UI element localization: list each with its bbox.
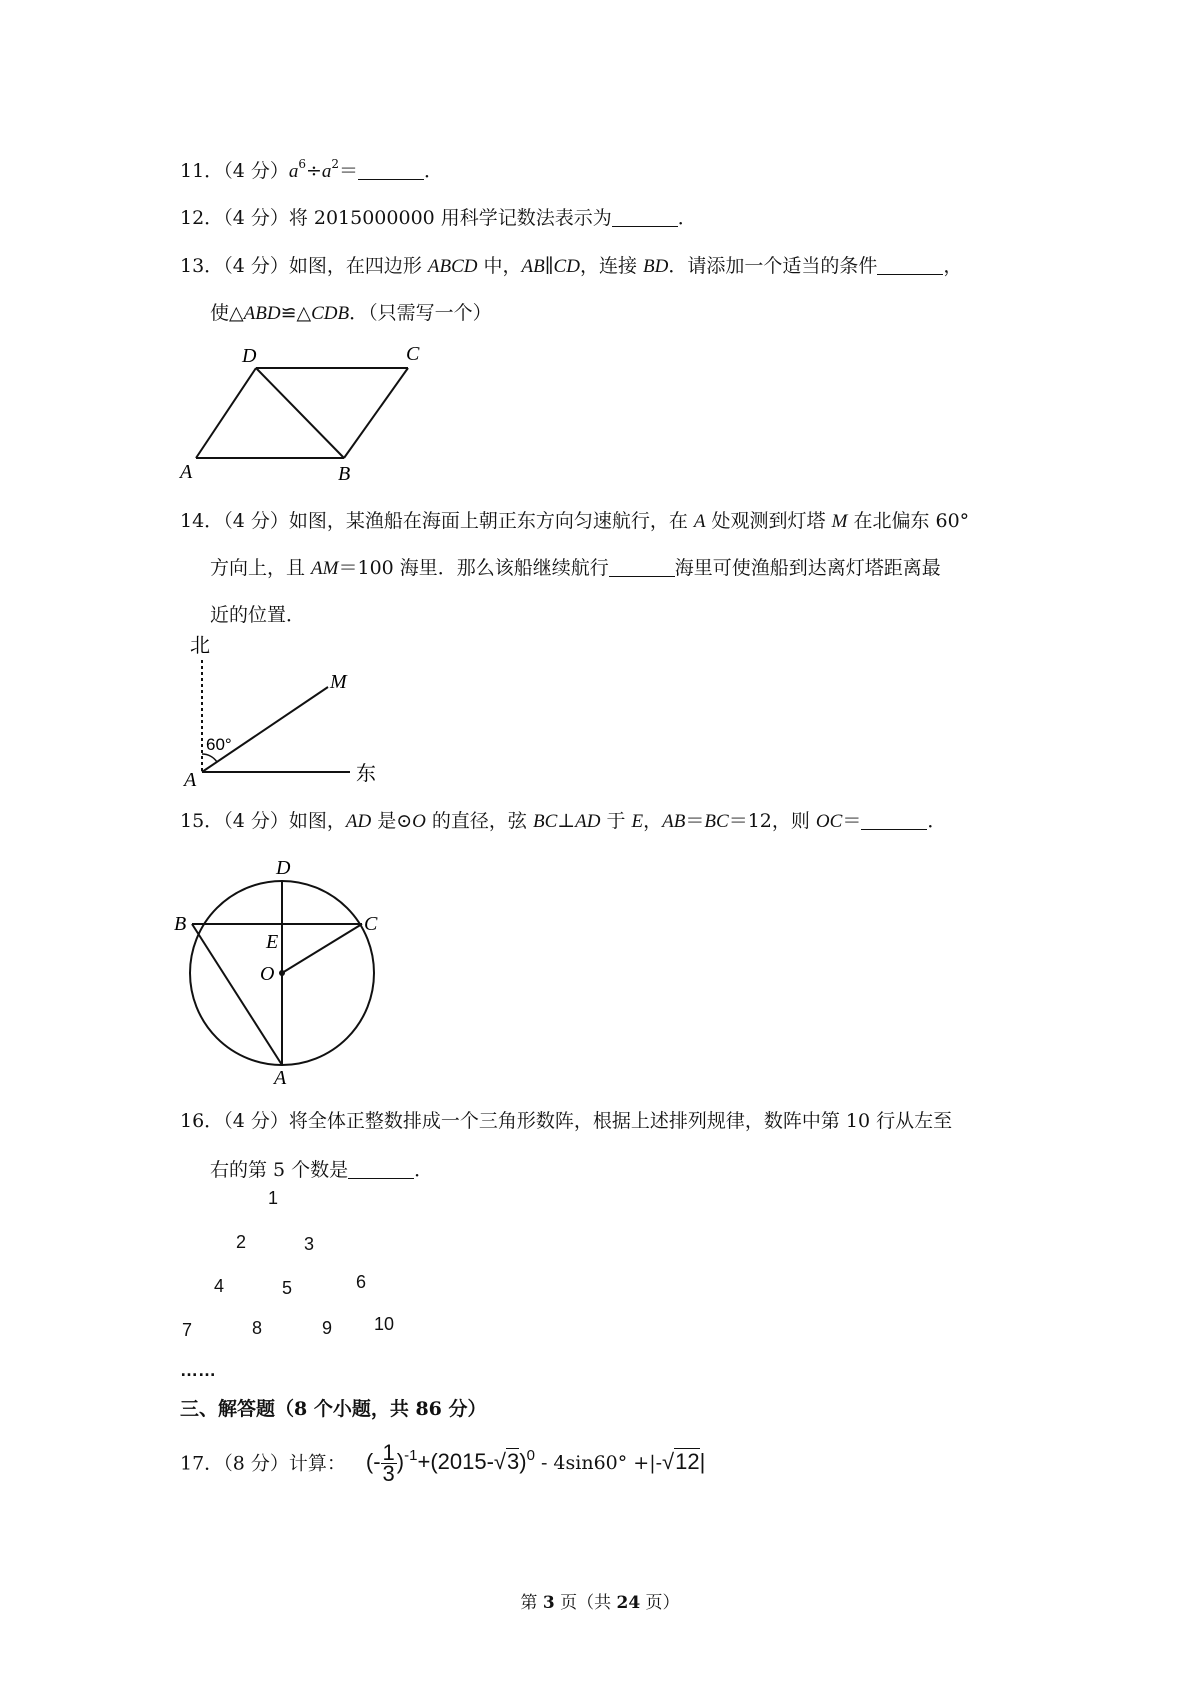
question-13: 13．（4 分）如图，在四边形 ABCD 中，AB∥CD，连接 BD．请添加一个适当的条件 ， bbox=[180, 255, 963, 277]
answer-blank bbox=[609, 558, 675, 577]
question-17: 17．（8 分）计算： (- $\frac{1}{3}$ )$^{-1}+(2015-√3)^0 - 4\sin 60^\circ +|-√12|$ bbox=[180, 1440, 706, 1486]
label-m: M bbox=[330, 671, 347, 693]
north-label: 北 bbox=[190, 633, 210, 657]
ellipsis: …… bbox=[180, 1360, 216, 1380]
number-item: 7 bbox=[182, 1320, 193, 1340]
label-a: A bbox=[184, 769, 197, 791]
question-14-line3: 近的位置． bbox=[210, 604, 306, 626]
label-a: A bbox=[180, 461, 193, 483]
answer-blank bbox=[358, 161, 424, 180]
label-b: B bbox=[338, 463, 351, 485]
label-o: O bbox=[260, 963, 275, 985]
fraction: $\frac{1}{3}$ bbox=[382, 1440, 395, 1486]
question-12: 12．（4 分）将 2015000000 用科学记数法表示为 ． bbox=[180, 207, 697, 229]
page-footer: 第 3 页（共 24 页） bbox=[520, 1593, 680, 1613]
label-e: E bbox=[266, 931, 279, 953]
answer-blank bbox=[861, 811, 927, 830]
label-d: D bbox=[242, 345, 257, 367]
answer-blank bbox=[612, 208, 678, 227]
number-item: 9 bbox=[322, 1318, 333, 1338]
number-item: 5 bbox=[282, 1278, 293, 1298]
angle-label: 60° bbox=[206, 735, 232, 754]
answer-blank bbox=[348, 1160, 414, 1179]
question-16-line2: 右的第 5 个数是 ． bbox=[210, 1159, 434, 1181]
bearing-figure bbox=[180, 632, 400, 792]
section-heading: 三、解答题（8 个小题，共 86 分） bbox=[180, 1398, 487, 1420]
label-a: A bbox=[274, 1067, 287, 1089]
question-11: 11．（4 分）$a^6\div a^2=$ ． bbox=[180, 157, 444, 182]
number-item: 4 bbox=[214, 1276, 225, 1296]
number-item: 6 bbox=[356, 1272, 367, 1292]
label-c: C bbox=[364, 913, 378, 935]
east-label: 东 bbox=[356, 761, 376, 785]
number-item: 1 bbox=[268, 1188, 279, 1208]
number-item: 8 bbox=[252, 1318, 263, 1338]
question-15: 15．（4 分）如图，AD 是⊙O 的直径，弦 BC⊥AD 于 E，AB＝BC＝12，则 OC＝ ． bbox=[180, 810, 947, 832]
question-16: 16．（4 分）将全体正整数排成一个三角形数阵，根据上述排列规律，数阵中第 10 行从左至 bbox=[180, 1110, 953, 1132]
formula: (- $\frac{1}{3}$ )$^{-1}+(2015-√3)^0 - 4\sin 60^\circ +|-√12|$ bbox=[365, 1440, 706, 1486]
label-c: C bbox=[406, 343, 420, 365]
answer-blank bbox=[877, 256, 943, 275]
question-13-line2: 使△ABD≌△CDB．（只需写一个） bbox=[210, 302, 492, 324]
number-item: 3 bbox=[304, 1234, 315, 1254]
label-d: D bbox=[276, 857, 291, 879]
number-item: 2 bbox=[236, 1232, 247, 1252]
question-14: 14．（4 分）如图，某渔船在海面上朝正东方向匀速航行，在 A 处观测到灯塔 M 在北偏东 60° bbox=[180, 510, 970, 532]
question-14-line2: 方向上，且 AM＝100 海里．那么该船继续航行 海里可使渔船到达离灯塔距离最 bbox=[210, 557, 941, 579]
circle-figure bbox=[174, 848, 400, 1089]
parallelogram-figure bbox=[180, 340, 440, 485]
label-b: B bbox=[174, 913, 187, 935]
number-item: 10 bbox=[374, 1314, 395, 1334]
